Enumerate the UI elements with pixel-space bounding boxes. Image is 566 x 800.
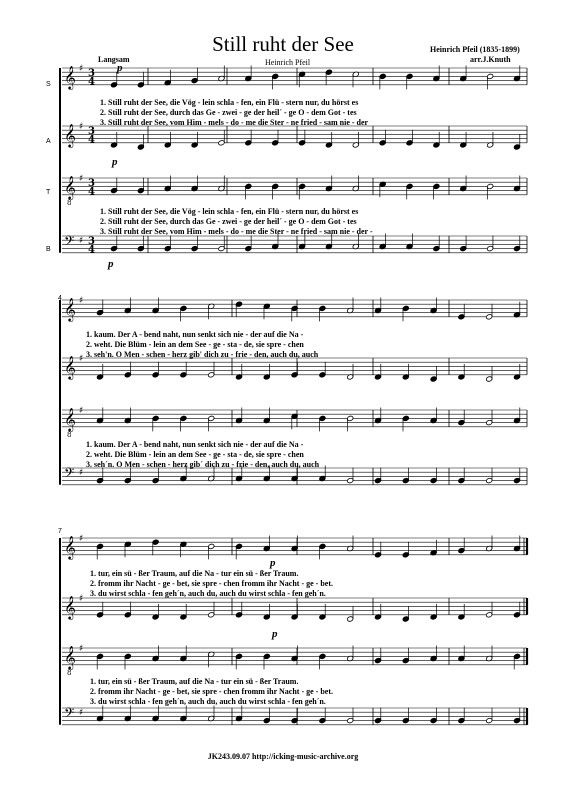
lyric-s3-sop-v2: 2. fromm ihr Nacht - ge - bet, sie spre - chen fromm ihr Nacht - ge - bet. <box>90 579 333 588</box>
treble-clef: 𝄞 <box>64 535 76 559</box>
lyric-s3-ten-v1: 1. tur, ein sü - ßer Traum, auf die Na - tur ein sü - ßer Traum. <box>90 677 299 686</box>
key-signature-sharp: ♯ <box>79 354 84 364</box>
voice-label-alto: A <box>46 138 51 145</box>
treble-clef: 𝄞 <box>64 123 76 147</box>
voice-label-tenor: T <box>46 189 51 196</box>
tempo-marking: Langsam <box>98 55 130 64</box>
key-signature-sharp: ♯ <box>79 406 84 416</box>
measure-number-4: 4 <box>58 295 62 302</box>
dynamic-soprano-sys1: p <box>117 62 123 74</box>
octave-mark: 8 <box>67 199 72 207</box>
lyric-s1-sop-v3: 3. Still ruht der See, vom Him - mels - do - me die Ster - ne fried - sam nie - der <box>100 118 369 127</box>
key-signature-sharp: ♯ <box>79 236 84 246</box>
arranger-credit: arr.J.Knuth <box>470 55 511 64</box>
treble-clef: 𝄞 <box>64 297 76 321</box>
dynamic-alto-sys1: p <box>112 156 118 168</box>
dynamic-bass-sys1: p <box>108 258 114 270</box>
time-signature-bottom: 4 <box>88 244 95 256</box>
lyric-s3-sop-v3: 3. du wirst schla - fen geh´n, auch du, auch du wirst schla - fen geh´n. <box>90 589 326 598</box>
lyric-s3-ten-v2: 2. fromm ihr Nacht - ge - bet, sie spre - chen fromm ihr Nacht - ge - bet. <box>90 687 333 696</box>
treble-clef: 𝄞 <box>64 645 76 669</box>
page-title: Still ruht der See <box>212 32 354 56</box>
key-signature-sharp: ♯ <box>79 468 84 478</box>
key-signature-sharp: ♯ <box>79 122 84 132</box>
measure-number-7: 7 <box>58 528 62 535</box>
key-signature-sharp: ♯ <box>79 708 84 718</box>
lyric-s2-sop-v3: 3. seh'n. O Men - schen - herz gib' dich zu - frie - den, auch du, auch <box>86 350 319 359</box>
lyric-s2-ten-v2: 2. weht. Die Blüm - lein an dem See - ge - sta - de, sie spre - chen <box>86 450 304 459</box>
poet-credit: Heinrich Pfeil <box>265 58 311 67</box>
treble-clef: 𝄞 <box>64 595 76 619</box>
dynamic-soprano-sys3: p <box>270 557 276 569</box>
key-signature-sharp: ♯ <box>79 594 84 604</box>
treble-clef: 𝄞 <box>64 355 76 379</box>
lyric-s1-ten-v3: 3. Still ruht der See, vom Him - mels - do - me die Ster - ne fried - sam nie - der - <box>100 227 373 236</box>
footer-text: JK243.09.07 http://icking-music-archive.org <box>207 752 359 761</box>
lyric-s2-ten-v3: 3. seh´n. O Men - schen - herz gib´ dich zu - frie - den, auch du, auch <box>86 460 320 469</box>
time-signature-bottom: 4 <box>88 134 95 146</box>
lyric-s1-ten-v1: 1. Still ruht der See, die Vög - lein schla - fen, ein Flü - stern nur, du hörst es <box>100 207 359 216</box>
treble-clef: 𝄞 <box>64 65 76 89</box>
lyric-s2-ten-v1: 1. kaum. Der A - bend naht, nun senkt sich nie - der auf die Na - <box>86 440 304 449</box>
key-signature-sharp: ♯ <box>79 296 84 306</box>
key-signature-sharp: ♯ <box>79 64 84 74</box>
octave-mark: 8 <box>67 669 72 677</box>
time-signature-bottom: 4 <box>88 76 95 88</box>
time-signature-top: 3 <box>88 236 95 247</box>
voice-label-soprano: S <box>46 81 51 88</box>
time-signature-top: 3 <box>88 68 95 79</box>
key-signature-sharp: ♯ <box>79 534 84 544</box>
lyric-s1-ten-v2: 2. Still ruht der See, durch das Ge - zwei - ge der heil´ - ge O - dem Got - tes <box>100 217 357 226</box>
bass-clef: 𝄢 <box>64 465 75 484</box>
time-signature-bottom: 4 <box>88 186 95 198</box>
lyric-s3-sop-v1: 1. tur, ein sü - ßer Traum, auf die Na - tur ein sü - ßer Traum. <box>90 569 299 578</box>
lyric-s2-sop-v2: 2. weht. Die Blüm - lein an dem See - ge - sta - de, sie spre - chen <box>86 340 304 349</box>
treble-clef: 𝄞 <box>64 407 76 431</box>
bass-clef: 𝄢 <box>64 705 75 724</box>
lyric-s1-sop-v2: 2. Still ruht der See, durch das Ge - zwei - ge der heil´ - ge O - dem Got - tes <box>100 108 357 117</box>
lyric-s1-sop-v1: 1. Still ruht der See, die Vög - lein schla - fen, ein Flü - stern nur, du hörst es <box>100 98 359 107</box>
composer-credit: Heinrich Pfeil (1835-1899) <box>430 45 520 54</box>
key-signature-sharp: ♯ <box>79 644 84 654</box>
bass-clef: 𝄢 <box>64 233 75 252</box>
key-signature-sharp: ♯ <box>79 174 84 184</box>
dynamic-alto-sys3: p <box>272 628 278 640</box>
octave-mark: 8 <box>67 431 72 439</box>
treble-clef: 𝄞 <box>64 175 76 199</box>
voice-label-bass: B <box>46 246 51 253</box>
time-signature-top: 3 <box>88 178 95 189</box>
lyric-s3-ten-v3: 3. du wirst schla - fen geh´n, auch du, auch du wirst schla - fen geh´n. <box>90 697 326 706</box>
lyric-s2-sop-v1: 1. kaum. Der A - bend naht, nun senkt sich nie - der auf die Na - <box>86 330 304 339</box>
time-signature-top: 3 <box>88 126 95 137</box>
